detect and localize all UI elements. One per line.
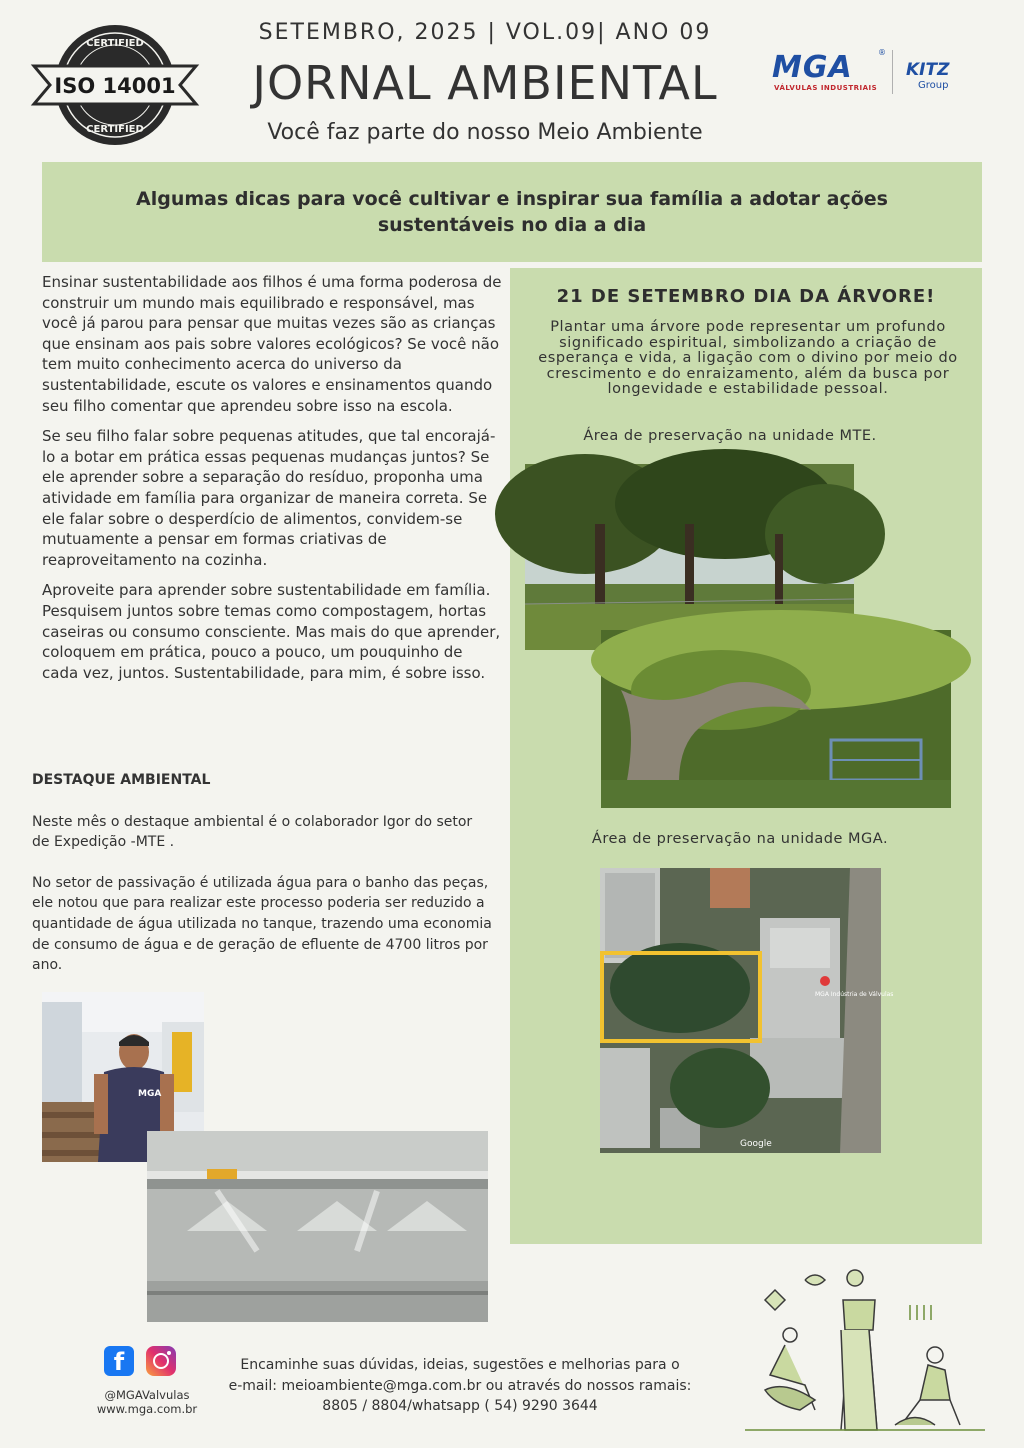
social-handle: @MGAValvulas (104, 1388, 190, 1402)
seal-top-text: CERTIFIED (86, 38, 144, 49)
contact-info (220, 1355, 700, 1417)
instagram-icon[interactable] (146, 1346, 176, 1376)
caption-mga: Área de preservação na unidade MGA. (591, 831, 889, 847)
newsletter-title: JORNAL AMBIENTAL (252, 56, 718, 110)
arvore-title: 21 DE SETEMBRO DIA DA ÁRVORE! (556, 286, 936, 307)
map-pin-label: MGA Indústria de Válvulas (815, 991, 894, 998)
destaque-paragraph: No setor de passivação é utilizada água para o banho das peças, ele notou que para realizar este processo poderia ser reduzido a quantidade de água utilizada no tanque, trazendo uma economia de consumo de água e de geração de efluente de 4700 litros por ano. (32, 874, 492, 974)
map-pin-icon (820, 976, 830, 986)
destaque-title: DESTAQUE AMBIENTAL (32, 772, 211, 788)
article-paragraph: Ensinar sustentabilidade aos filhos é uma forma poderosa de construir um mundo mais equilibrado e responsável, mas você já parou para pensar que muitas vezes são as crianças que ensinam aos pais sobre valores ecológicos? Se você não tem muito conhecimento acerca do universo da sustentabilidade, escute os valores e ensinamentos quando seu filho comentar que aprendeu sobre isso na escola. (42, 273, 502, 415)
article-body (42, 272, 502, 693)
brand-logos (768, 46, 968, 100)
facebook-icon[interactable]: f (104, 1346, 134, 1376)
tips-banner (42, 162, 982, 262)
seal-label: ISO 14001 (54, 74, 176, 98)
kitz-logo-text: KITZ (906, 60, 950, 80)
article-paragraph: Se seu filho falar sobre pequenas atitudes, que tal encorajá-lo a botar em prática essas pequenas mudanças juntos? Se ele aprender sobre a separação do resíduo, proponha uma atividade em família para organizar de maneira correta. Se ele falar sobre o desperdício de alimentos, convidem-se mutuamente a pensar em formas criativas de reaproveitamento na cozinha. (42, 427, 496, 569)
arvore-text: Plantar uma árvore pode representar um profundo significado espiritual, simbolizando a criação de esperança e vida, a ligação com o divino por meio do crescimento e do enraizamento, além da busca por longevidade e estabilidade pessoal. (538, 319, 958, 397)
mga-logo-text: MGA (772, 50, 853, 85)
destaque-paragraph: Neste mês o destaque ambiental é o colaborador Igor do setor de Expedição -MTE . (32, 813, 473, 851)
iso-seal (30, 20, 200, 150)
issue-meta: SETEMBRO, 2025 | VOL.09| ANO 09 (258, 20, 712, 45)
registered-mark: ® (878, 48, 886, 57)
mga-satellite-map (600, 868, 894, 1153)
family-gardening-illustration (745, 1260, 985, 1440)
caption-mte: Área de preservação na unidade MTE. (583, 428, 877, 444)
banner-headline: Algumas dicas para você cultivar e inspirar sua família a adotar ações sustentáveis no dia a dia (136, 188, 888, 236)
mga-logo-subtext: VÁLVULAS INDUSTRIAIS (774, 84, 878, 92)
newsletter-subtitle: Você faz parte do nosso Meio Ambiente (267, 120, 703, 145)
contact-email-line: e-mail: meioambiente@mga.com.br ou através do nossos ramais: (228, 1377, 692, 1394)
contact-phone-line: 8805 / 8804/whatsapp ( 54) 9290 3644 (322, 1398, 598, 1414)
seal-bottom-text: CERTIFIED (86, 124, 144, 135)
logo-divider (892, 50, 893, 94)
social-block (90, 1344, 210, 1434)
destaque-section (32, 770, 492, 996)
article-paragraph: Aproveite para aprender sobre sustentabilidade em família. Pesquisem juntos sobre temas como compostagem, hortas caseiras ou consumo consciente. Mas mais do que aprender, coloquem em prática, pouco a pouco, um pouquinho de cada vez, juntos. Sustentabilidade, para mim, é sobre isso. (42, 581, 501, 682)
mga-logo (768, 48, 886, 96)
mte-tree-trunk-photo (601, 630, 951, 808)
website-link[interactable]: www.mga.com.br (96, 1402, 198, 1416)
contact-line: Encaminhe suas dúvidas, ideias, sugestões e melhorias para o (240, 1357, 680, 1373)
map-credit: Google (740, 1139, 772, 1149)
passivation-tank-photo (147, 1131, 488, 1322)
kitz-logo-subtext: Group (918, 80, 949, 91)
shirt-logo: MGA (138, 1089, 162, 1099)
